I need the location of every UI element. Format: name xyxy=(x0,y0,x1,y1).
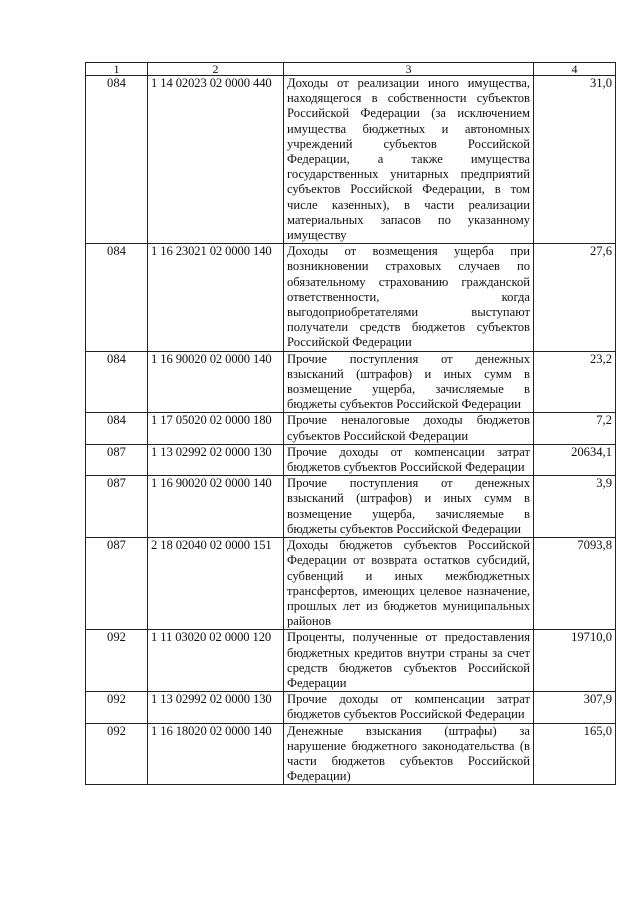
revenue-name-cell: Денежные взыскания (штрафы) за нарушение бюджетного законодательства (в части бюджетов субъектов Российской Федерации) xyxy=(284,723,534,785)
admin-code-cell: 087 xyxy=(86,476,148,538)
revenue-name-cell: Прочие доходы от компенсации затрат бюджетов субъектов Российской Федерации xyxy=(284,692,534,723)
table-row xyxy=(86,692,616,723)
amount-cell: 7093,8 xyxy=(534,538,616,630)
table-row xyxy=(86,723,616,785)
revenue-table xyxy=(85,62,616,785)
table-row xyxy=(86,413,616,444)
admin-code-cell: 092 xyxy=(86,723,148,785)
budget-classification-code-cell: 1 16 90020 02 0000 140 xyxy=(148,351,284,413)
amount-cell: 31,0 xyxy=(534,76,616,244)
column-header-2: 2 xyxy=(148,63,284,76)
revenue-name-cell: Доходы от возмещения ущерба при возникновении страховых случаев по обязательному страхованию гражданской ответственности, когда выгодоприобретателями выступают получатели средств бюджетов субъектов Российской Федерации xyxy=(284,244,534,351)
admin-code-cell: 087 xyxy=(86,444,148,475)
table-row xyxy=(86,351,616,413)
amount-cell: 307,9 xyxy=(534,692,616,723)
revenue-name-cell: Доходы бюджетов субъектов Российской Федерации от возврата остатков субсидий, субвенций и иных межбюджетных трансфертов, имеющих целевое назначение, прошлых лет из бюджетов муниципальных районов xyxy=(284,538,534,630)
table-row xyxy=(86,244,616,351)
table-row xyxy=(86,76,616,244)
amount-cell: 19710,0 xyxy=(534,630,616,692)
budget-classification-code-cell: 1 16 90020 02 0000 140 xyxy=(148,476,284,538)
amount-cell: 3,9 xyxy=(534,476,616,538)
revenue-name-cell: Прочие поступления от денежных взысканий (штрафов) и иных сумм в возмещение ущерба, зачисляемые в бюджеты субъектов Российской Федерации xyxy=(284,351,534,413)
column-header-3: 3 xyxy=(284,63,534,76)
revenue-name-cell: Прочие поступления от денежных взысканий (штрафов) и иных сумм в возмещение ущерба, зачисляемые в бюджеты субъектов Российской Федерации xyxy=(284,476,534,538)
budget-classification-code-cell: 1 16 23021 02 0000 140 xyxy=(148,244,284,351)
admin-code-cell: 084 xyxy=(86,244,148,351)
column-header-1: 1 xyxy=(86,63,148,76)
revenue-name-cell: Доходы от реализации иного имущества, находящегося в собственности субъектов Российской Федерации (за исключением имущества бюджетных и автономных учреждений субъектов Российской Федерации, а также имущества государственных унитарных предприятий субъектов Российской Федерации, в том числе казенных), в части реализации материальных запасов по указанному имуществу xyxy=(284,76,534,244)
amount-cell: 20634,1 xyxy=(534,444,616,475)
admin-code-cell: 092 xyxy=(86,692,148,723)
revenue-name-cell: Прочие неналоговые доходы бюджетов субъектов Российской Федерации xyxy=(284,413,534,444)
revenue-name-cell: Проценты, полученные от предоставления бюджетных кредитов внутри страны за счет средств бюджетов субъектов Российской Федерации xyxy=(284,630,534,692)
table-row xyxy=(86,538,616,630)
amount-cell: 7,2 xyxy=(534,413,616,444)
table-row xyxy=(86,476,616,538)
admin-code-cell: 084 xyxy=(86,351,148,413)
admin-code-cell: 092 xyxy=(86,630,148,692)
amount-cell: 165,0 xyxy=(534,723,616,785)
budget-classification-code-cell: 1 16 18020 02 0000 140 xyxy=(148,723,284,785)
admin-code-cell: 084 xyxy=(86,413,148,444)
column-header-4: 4 xyxy=(534,63,616,76)
budget-classification-code-cell: 1 13 02992 02 0000 130 xyxy=(148,692,284,723)
budget-classification-code-cell: 1 13 02992 02 0000 130 xyxy=(148,444,284,475)
table-body xyxy=(86,76,616,785)
budget-classification-code-cell: 1 11 03020 02 0000 120 xyxy=(148,630,284,692)
revenue-name-cell: Прочие доходы от компенсации затрат бюджетов субъектов Российской Федерации xyxy=(284,444,534,475)
budget-classification-code-cell: 2 18 02040 02 0000 151 xyxy=(148,538,284,630)
amount-cell: 23,2 xyxy=(534,351,616,413)
table-header-row xyxy=(86,63,616,76)
table-row xyxy=(86,630,616,692)
table-row xyxy=(86,444,616,475)
admin-code-cell: 084 xyxy=(86,76,148,244)
budget-classification-code-cell: 1 17 05020 02 0000 180 xyxy=(148,413,284,444)
admin-code-cell: 087 xyxy=(86,538,148,630)
amount-cell: 27,6 xyxy=(534,244,616,351)
budget-classification-code-cell: 1 14 02023 02 0000 440 xyxy=(148,76,284,244)
